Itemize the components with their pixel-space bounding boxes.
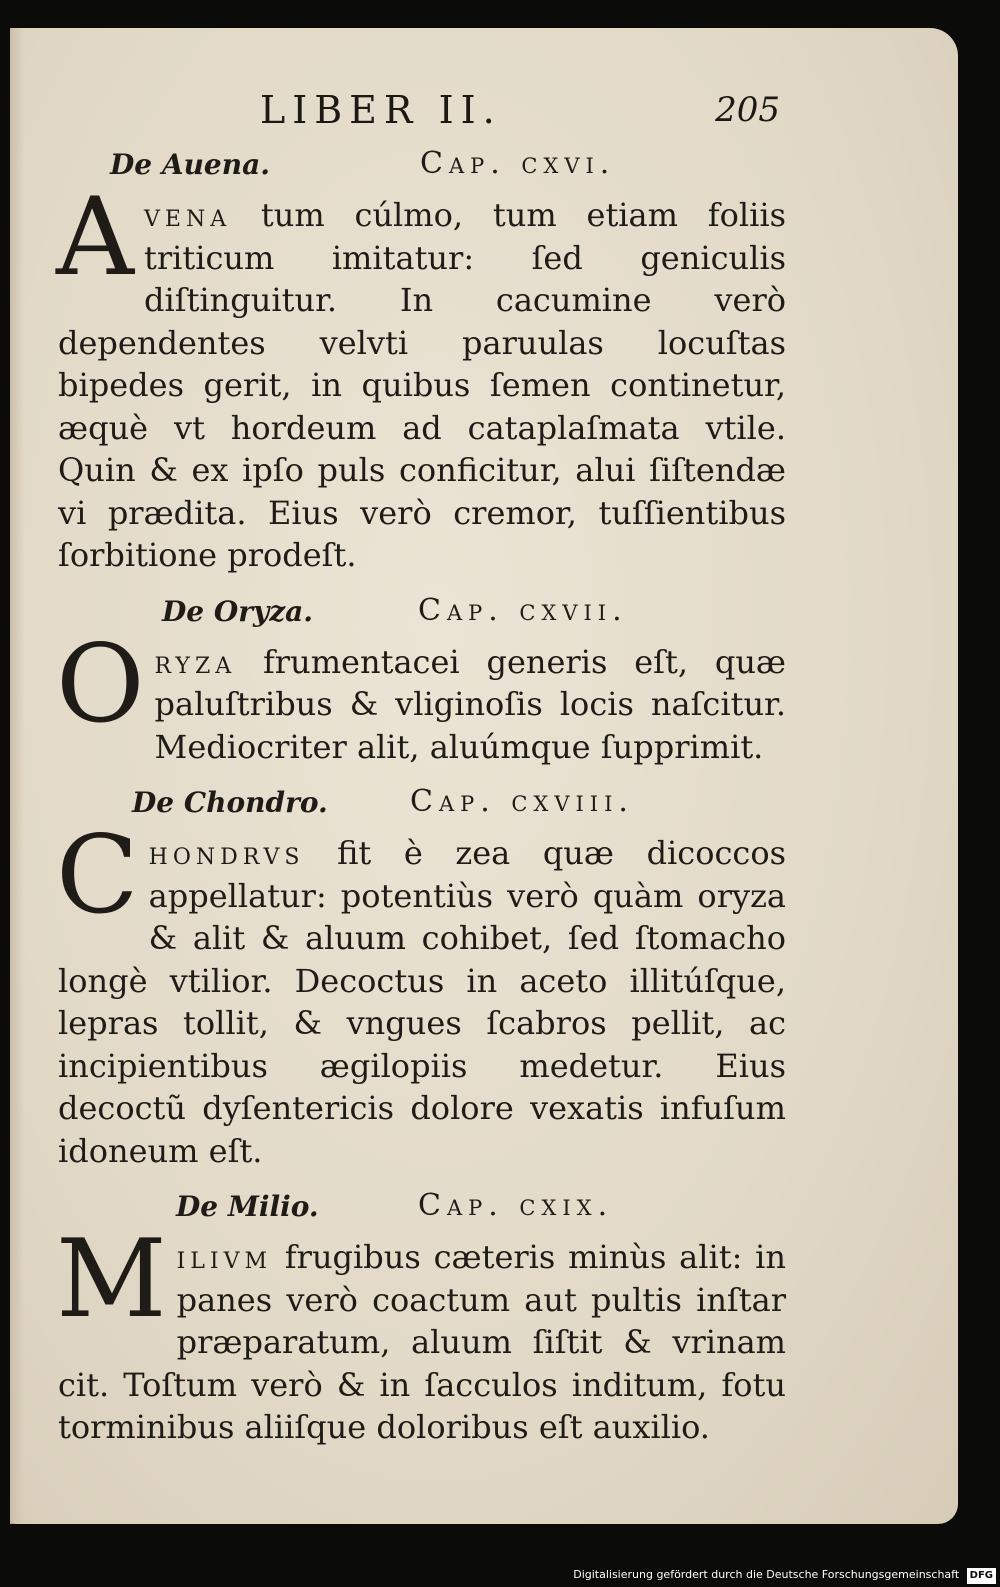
running-head bbox=[260, 88, 780, 138]
chapter-name: De Oryza. bbox=[162, 594, 314, 628]
text-block bbox=[58, 140, 786, 1459]
chapter-heading bbox=[58, 587, 786, 641]
chapter-number: Cap. cxviii. bbox=[410, 784, 634, 819]
credit-text: Digitalisierung gefördert durch die Deutsche Forschungsgemeinschaft bbox=[573, 1568, 960, 1581]
chapter-name: De Chondro. bbox=[132, 786, 328, 819]
paragraph-text: tum cúlmo, tum etiam foliis triticum imitatur: ſed geniculis diſtinguitur. In cacumine verò dependentes velvti paruulas locuſtas bipedes gerit, in quibus ſemen continetur, æquè vt hordeum ad cataplaſmata vtile. Quin & ex ipſo puls conficitur, alui ſiſtendæ vi prædita. Eius verò cremor, tuſſientibus ſorbitione prodeſt. bbox=[58, 196, 786, 574]
drop-cap: O bbox=[56, 621, 145, 747]
chapter-name: De Milio. bbox=[176, 1190, 319, 1223]
chapter-text bbox=[56, 175, 786, 577]
lead-word: hondrvs bbox=[148, 834, 305, 872]
chapter-heading bbox=[58, 778, 786, 832]
chapter-text bbox=[56, 621, 786, 769]
chapter-number: Cap. cxvii. bbox=[418, 592, 628, 628]
drop-cap: M bbox=[56, 1217, 167, 1342]
page-number: 205 bbox=[715, 90, 780, 130]
lead-word: ryza bbox=[154, 642, 237, 681]
paragraph-text: frugibus cæteris minùs alit: in panes verò coactum aut pultis inſtar præparatum, aluum ſiſtit & vrinam cit. Toſtum verò & in ſacculos inditum, fotu torminibus aliiſque doloribus eſt auxilio. bbox=[58, 1238, 786, 1446]
chapter-heading bbox=[58, 140, 786, 194]
book-page bbox=[10, 28, 958, 1524]
chapter-text bbox=[56, 1217, 786, 1449]
digitization-credit bbox=[573, 1567, 996, 1583]
chapter-text bbox=[56, 813, 786, 1172]
dfg-logo: DFG bbox=[967, 1568, 996, 1584]
drop-cap: C bbox=[56, 813, 139, 938]
chapter-number: Cap. cxvi. bbox=[420, 146, 616, 181]
paragraph-text: frumentacei generis eſt, quæ paluſtribus & vliginoſis locis naſcitur. Mediocriter alit, aluúmque ſupprimit. bbox=[154, 642, 786, 766]
lead-word: vena bbox=[144, 196, 232, 234]
running-title: LIBER II. bbox=[260, 88, 502, 132]
paragraph-text: fit è zea quæ dicoccos appellatur: potentiùs verò quàm oryza & alit & aluum cohibet, ſed ſtomacho longè vtilior. Decoctus in aceto illitúſque, lepras tollit, & vngues ſcabros pellit, ac incipientibus ægilopiis medetur. Eius decoctũ dyſentericis dolore vexatis infuſum idoneum eſt. bbox=[58, 834, 786, 1170]
lead-word: ilivm bbox=[176, 1238, 272, 1276]
chapter-name: De Auena. bbox=[110, 148, 270, 181]
drop-cap: A bbox=[56, 175, 134, 300]
chapter-heading bbox=[58, 1182, 786, 1236]
chapter-number: Cap. cxix. bbox=[418, 1188, 614, 1223]
